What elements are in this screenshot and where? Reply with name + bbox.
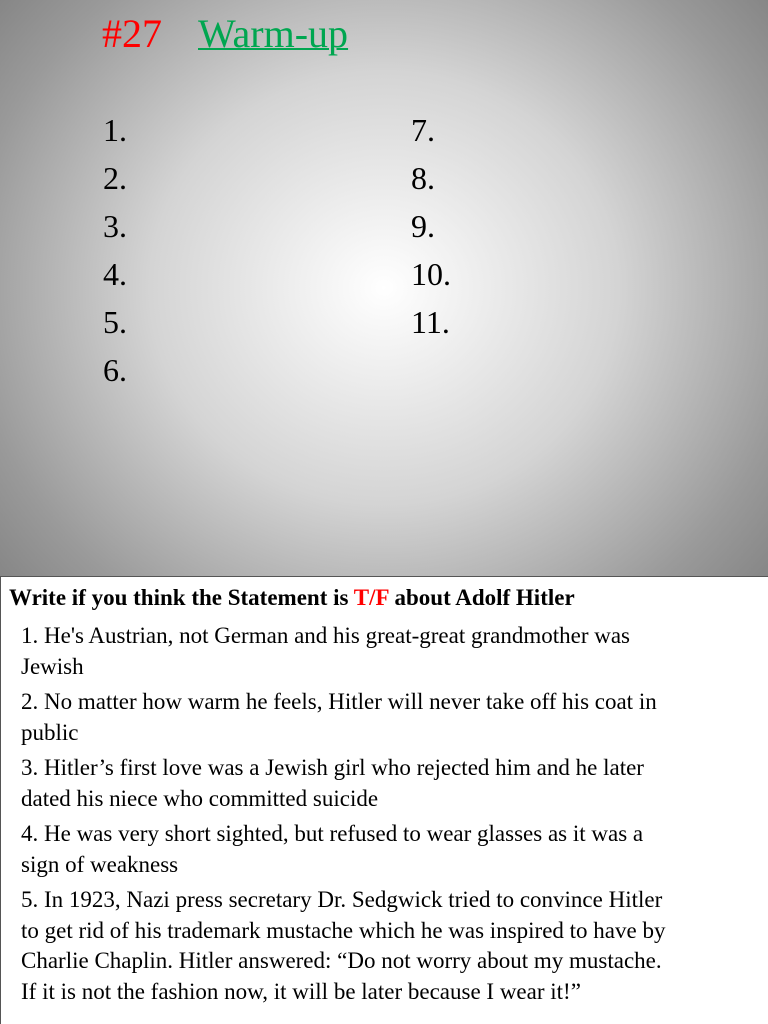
list-number: 5. bbox=[103, 304, 127, 340]
slide-title bbox=[102, 8, 348, 60]
statement-item: 4. He was very short sighted, but refused to wear glasses as it was a sign of weakness bbox=[21, 821, 644, 877]
statement-item: 1. He's Austrian, not German and his great-great grandmother was Jewish bbox=[21, 623, 630, 679]
list-number: 9. bbox=[411, 208, 435, 244]
title-number: #27 bbox=[102, 11, 162, 56]
statement-item: 3. Hitler’s first love was a Jewish girl who rejected him and he later dated his niece who committed suicide bbox=[21, 755, 644, 811]
list-number: 6. bbox=[103, 352, 127, 388]
list-number: 10. bbox=[411, 256, 451, 292]
list-number: 11. bbox=[411, 304, 450, 340]
list-number: 7. bbox=[411, 112, 435, 148]
statements-list bbox=[21, 621, 671, 1012]
heading-text-start: Write if you think the Statement is bbox=[9, 585, 354, 610]
statement-item: 2. No matter how warm he feels, Hitler will never take off his coat in public bbox=[21, 689, 657, 745]
statements-panel bbox=[0, 576, 768, 1024]
list-number: 1. bbox=[103, 112, 127, 148]
heading-text-end: about Adolf Hitler bbox=[388, 585, 575, 610]
list-number: 2. bbox=[103, 160, 127, 196]
numbers-left-column bbox=[103, 106, 127, 394]
statement-item: 5. In 1923, Nazi press secretary Dr. Sedgwick tried to convince Hitler to get rid of his trademark mustache which he was inspired to have by Charlie Chaplin. Hitler answered: “Do not worry about my mustache. If it is not the fashion now, it will be later because I wear it!” bbox=[21, 887, 666, 1004]
panel-heading bbox=[9, 583, 575, 613]
list-number: 4. bbox=[103, 256, 127, 292]
heading-tf-highlight: T/F bbox=[353, 585, 389, 610]
list-number: 3. bbox=[103, 208, 127, 244]
numbers-right-column bbox=[411, 106, 451, 346]
list-number: 8. bbox=[411, 160, 435, 196]
title-warmup-link[interactable]: Warm-up bbox=[198, 11, 349, 56]
